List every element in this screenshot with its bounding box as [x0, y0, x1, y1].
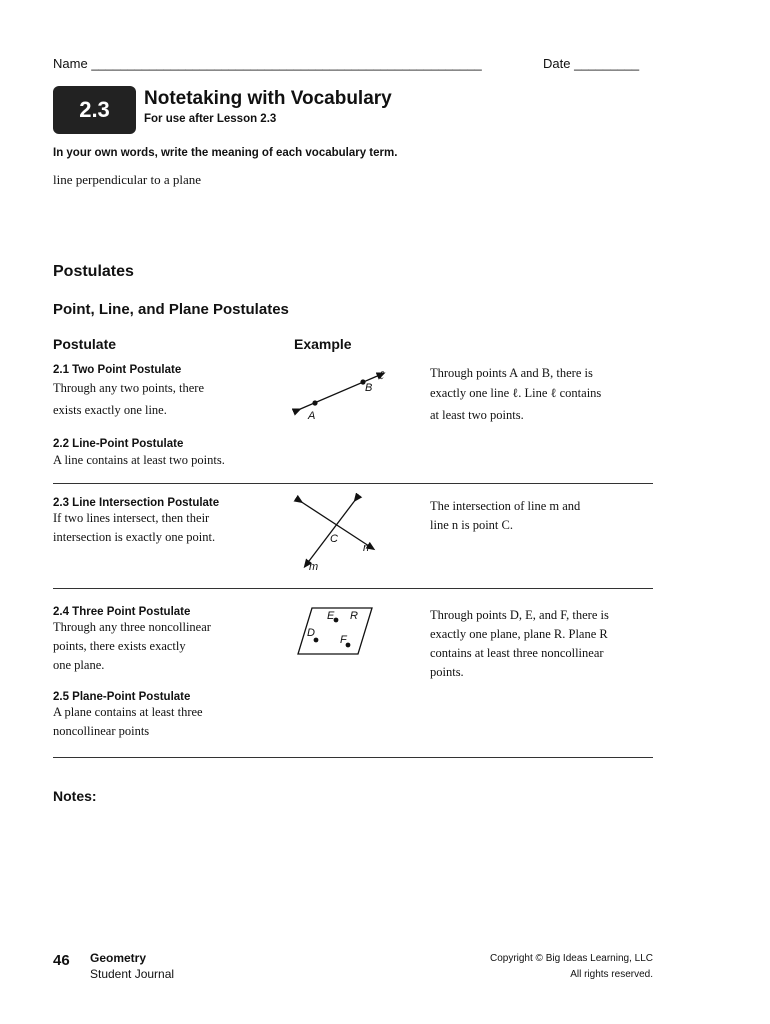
- book-title: Geometry: [90, 951, 147, 965]
- postulate-title: 2.2 Line-Point Postulate: [53, 438, 184, 450]
- example-line: points.: [430, 665, 464, 679]
- lesson-number-badge: 2.3: [53, 86, 136, 134]
- postulate-line: A plane contains at least three: [53, 705, 203, 719]
- section-heading: Postulates: [53, 263, 134, 280]
- label-b: B: [365, 382, 373, 394]
- example-2-4: [430, 606, 609, 682]
- name-line: ______________________________________________________: [91, 56, 482, 71]
- label-l: ℓ: [379, 368, 384, 382]
- book-subtitle: Student Journal: [90, 967, 175, 981]
- label-c: C: [330, 533, 338, 545]
- example-2-1: [430, 364, 601, 425]
- date-line: _________: [574, 56, 640, 71]
- date-field: [543, 56, 639, 71]
- page-title: Notetaking with Vocabulary: [144, 88, 392, 109]
- postulate-line: noncollinear points: [53, 724, 150, 738]
- copyright: Copyright © Big Ideas Learning, LLC: [489, 953, 653, 964]
- postulate-2-4: [53, 606, 293, 675]
- instructions: In your own words, write the meaning of each vocabulary term.: [53, 147, 398, 159]
- label-m: m: [309, 561, 319, 573]
- row-divider: [53, 483, 653, 484]
- postulate-line: A line contains at least two points.: [53, 453, 225, 467]
- example-line: Through points A and B, there is: [430, 366, 593, 380]
- example-line: contains at least three noncollinear: [430, 646, 604, 660]
- postulate-text: [53, 703, 293, 741]
- intersecting-lines-diagram: [290, 493, 385, 575]
- postulate-2-2: [53, 438, 293, 470]
- postulate-title: 2.5 Plane-Point Postulate: [53, 691, 191, 703]
- label-e: E: [327, 610, 335, 622]
- example-line: Through points D, E, and F, there is: [430, 608, 609, 622]
- label-n: n: [363, 542, 370, 554]
- date-label: Date: [543, 56, 571, 71]
- example-line: exactly one plane, plane R. Plane R: [430, 627, 608, 641]
- name-field: [53, 56, 482, 71]
- subsection-heading: Point, Line, and Plane Postulates: [53, 301, 289, 318]
- label-f: F: [340, 634, 347, 646]
- row-divider: [53, 757, 653, 758]
- name-label: Name: [53, 56, 88, 71]
- page-subtitle: For use after Lesson 2.3: [144, 113, 277, 125]
- postulate-line: intersection is exactly one point.: [53, 530, 216, 544]
- row-divider: [53, 588, 653, 589]
- example-line: line n is point C.: [430, 518, 513, 532]
- page-number: 46: [53, 952, 70, 969]
- postulate-title: 2.4 Three Point Postulate: [53, 606, 191, 618]
- postulate-line: Through any three noncollinear: [53, 620, 211, 634]
- point-a: [312, 400, 317, 405]
- notes-label: Notes:: [53, 788, 97, 804]
- postulate-2-5: [53, 691, 293, 741]
- example-line: exactly one line ℓ. Line ℓ contains: [430, 386, 602, 400]
- example-line: at least two points.: [430, 408, 524, 422]
- postulate-line: exists exactly one line.: [53, 403, 167, 417]
- postulate-text: [53, 379, 293, 420]
- postulate-2-1: [53, 364, 293, 420]
- postulate-title: 2.1 Two Point Postulate: [53, 364, 182, 376]
- postulate-line: points, there exists exactly: [53, 639, 186, 653]
- column-header-example: Example: [294, 336, 352, 352]
- rights-reserved: All rights reserved.: [570, 969, 653, 980]
- example-2-3: [430, 497, 580, 535]
- label-r: R: [350, 610, 358, 622]
- vocab-term: line perpendicular to a plane: [53, 172, 201, 187]
- postulate-line: one plane.: [53, 658, 105, 672]
- postulate-2-3: [53, 497, 293, 547]
- label-a: A: [308, 410, 316, 422]
- plane-diagram: [292, 604, 376, 658]
- postulate-text: [53, 509, 293, 547]
- example-line: The intersection of line m and: [430, 499, 581, 513]
- two-point-line-diagram: [288, 362, 398, 424]
- postulate-line: Through any two points, there: [53, 381, 205, 395]
- postulate-title: 2.3 Line Intersection Postulate: [53, 497, 220, 509]
- column-header-postulate: Postulate: [53, 336, 117, 352]
- label-d: D: [307, 627, 315, 639]
- postulate-text: [53, 618, 293, 675]
- postulate-line: If two lines intersect, then their: [53, 511, 210, 525]
